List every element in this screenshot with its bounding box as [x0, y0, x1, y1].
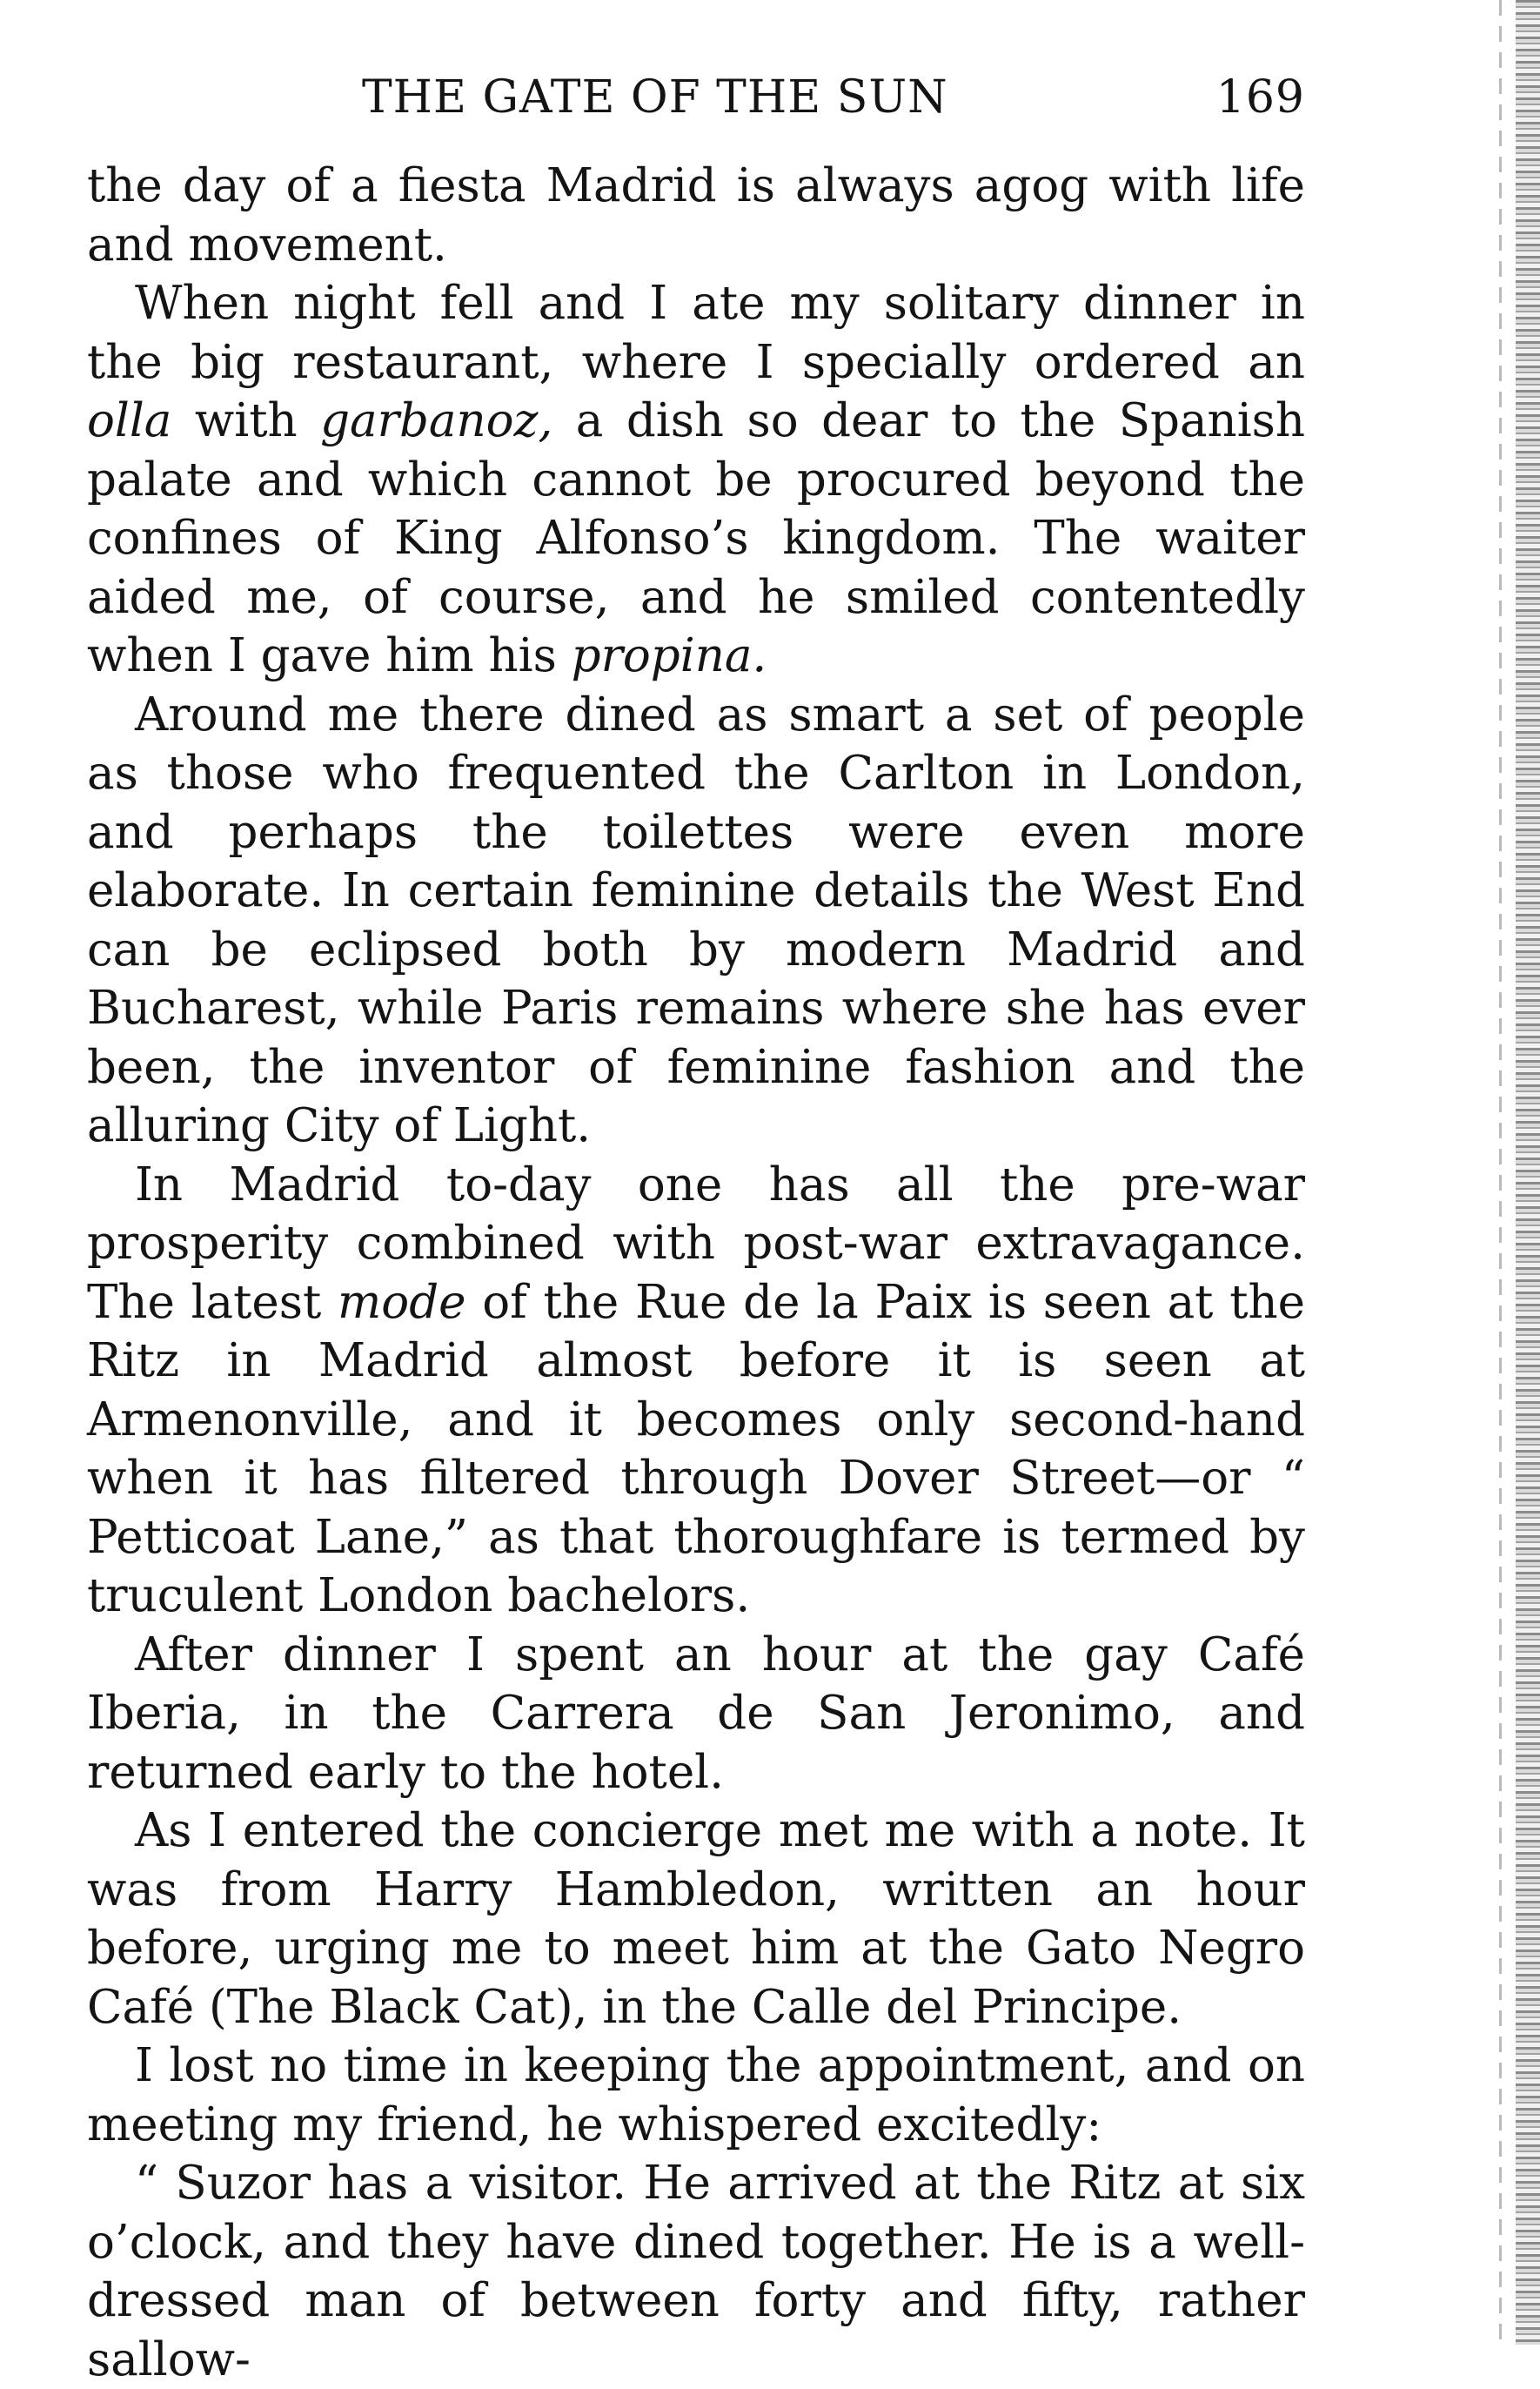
text-run: of the Rue de la Paix is seen at the Ritz in Madrid almost before it is seen at Armenonville, and it becomes only second-hand when it has filtered through Dover Street—or “ Petticoat Lane,” as that thoroughfare is termed by truculent London bachelors.	[87, 1275, 1305, 1622]
paragraph	[87, 1802, 1305, 2037]
text-run: Around me there dined as smart a set of people as those who frequented the Carlton in London, and perhaps the toilettes were even more elaborate. In certain feminine details the West End can be eclipsed both by modern Madrid and Bucharest, while Paris remains where she has ever been, the inventor of feminine fashion and the alluring City of Light.	[87, 688, 1305, 1152]
italic-text: propina.	[571, 629, 767, 682]
paragraph	[87, 274, 1305, 686]
paragraph	[87, 686, 1305, 1156]
text-run: After dinner I spent an hour at the gay Café Iberia, in the Carrera de San Jeronimo, and returned early to the hotel.	[87, 1627, 1305, 1799]
text-run: I lost no time in keeping the appointment, and on meeting my friend, he whispered excitedly:	[87, 2039, 1305, 2151]
body-text	[87, 157, 1305, 2389]
italic-text: garbanoz,	[320, 394, 553, 447]
italic-text: mode	[338, 1275, 466, 1329]
running-title: THE GATE OF THE SUN	[362, 71, 948, 124]
text-run: When night fell and I ate my solitary dinner in the big restaurant, where I specially ordered an	[87, 277, 1305, 389]
italic-text: olla	[87, 394, 172, 447]
paragraph	[87, 2154, 1305, 2389]
binding-edge	[1516, 0, 1540, 2345]
paragraph	[87, 157, 1305, 274]
text-run: a dish so dear to the Spanish palate and which cannot be procured beyond the confines of King Alfonso’s kingdom. The waiter aided me, of course, and he smiled contentedly when I gave him his	[87, 394, 1305, 682]
text-run: As I entered the concierge met me with a note. It was from Harry Hambledon, written an hour before, urging me to meet him at the Gato Negro Café (The Black Cat), in the Calle del Principe.	[87, 1804, 1305, 2034]
text-run: “ Suzor has a visitor. He arrived at the Ritz at six o’clock, and they have dined together. He is a well-dressed man of between forty and fifty, rather sallow-	[87, 2157, 1305, 2386]
running-head	[87, 71, 1305, 132]
binding-shadow-line	[1499, 0, 1502, 2345]
paragraph	[87, 1626, 1305, 1802]
text-run: with	[171, 394, 321, 447]
text-run: the day of a fiesta Madrid is always agog with life and movement.	[87, 159, 1305, 272]
paragraph	[87, 1156, 1305, 1626]
paragraph	[87, 2037, 1305, 2154]
text-run: In Madrid to-day one has all the pre-war prosperity combined with post-war extravagance. The latest	[87, 1158, 1305, 1329]
page-number: 169	[1215, 71, 1305, 124]
